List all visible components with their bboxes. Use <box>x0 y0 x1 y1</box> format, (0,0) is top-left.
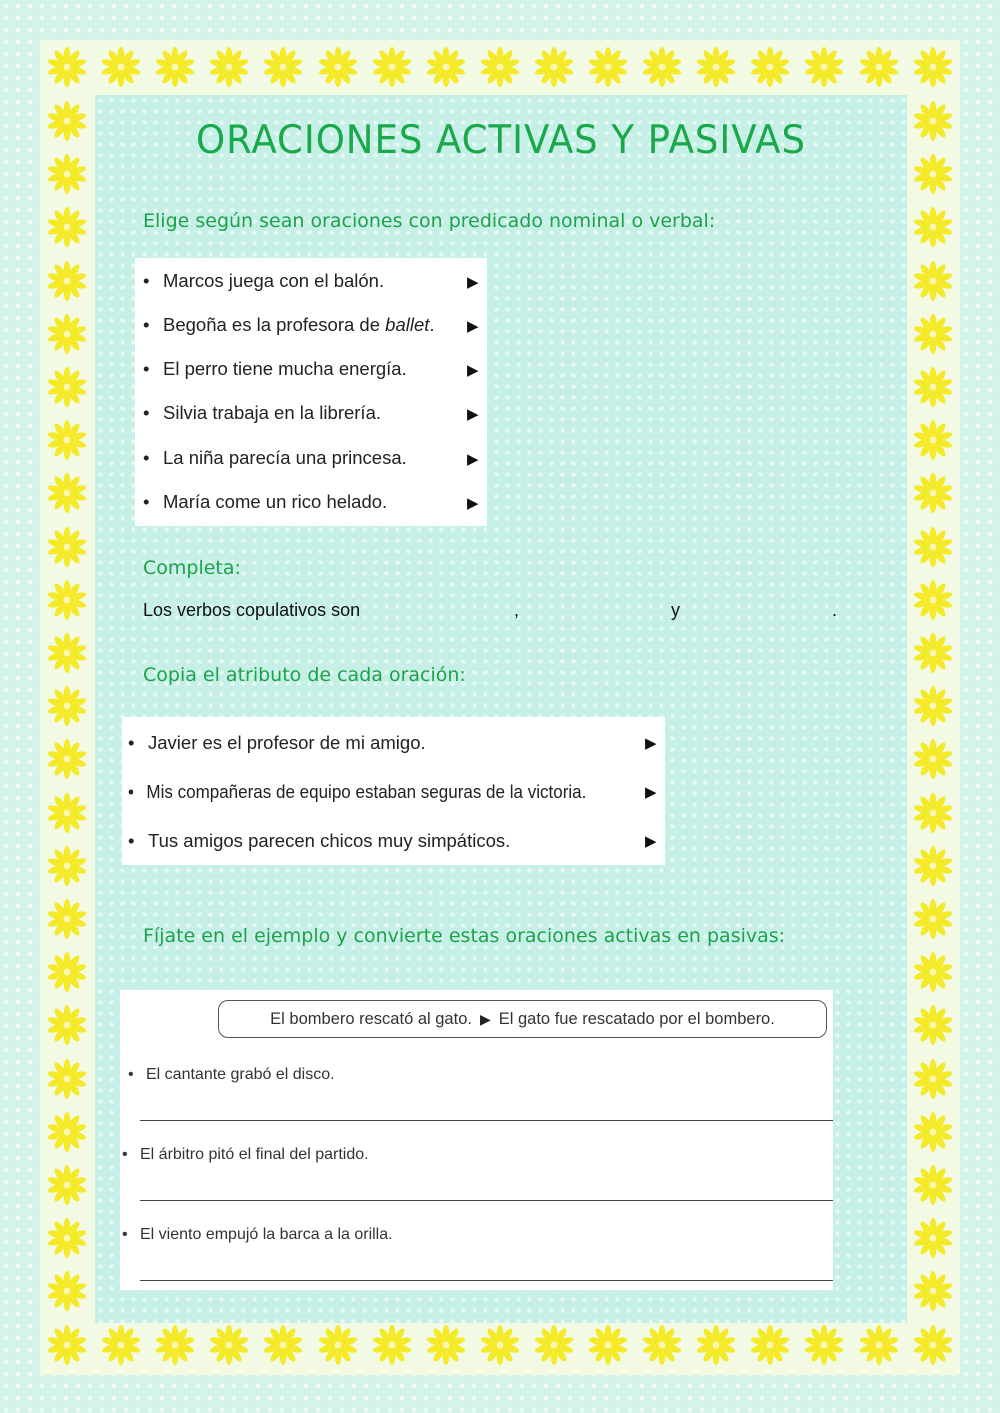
flower-icon <box>45 471 89 515</box>
flower-icon <box>802 45 846 89</box>
flower-icon <box>370 45 414 89</box>
flower-icon <box>911 1269 955 1313</box>
flower-icon <box>911 1323 955 1367</box>
flower-icon <box>857 1323 901 1367</box>
flower-icon <box>207 1323 251 1367</box>
flower-icon <box>99 1323 143 1367</box>
section2-heading: Completa: <box>143 557 241 579</box>
flower-icon <box>532 45 576 89</box>
flower-icon <box>911 418 955 462</box>
section3-heading: Copia el atributo de cada oración: <box>143 664 466 686</box>
flower-icon <box>153 45 197 89</box>
flower-icon <box>911 312 955 356</box>
copulative-sentence: Los verbos copulativos son <box>143 600 361 620</box>
play-arrow-icon[interactable]: ▶ <box>467 274 479 291</box>
flower-icon <box>911 631 955 675</box>
flower-icon <box>45 45 89 89</box>
flower-icon <box>911 844 955 888</box>
blank-input-1[interactable] <box>392 598 502 622</box>
section1-box <box>135 258 487 526</box>
flower-icon <box>911 1163 955 1207</box>
list-item: • Marcos juega con el balón. <box>143 270 385 291</box>
play-arrow-icon[interactable]: ▶ <box>645 833 657 850</box>
flower-icon <box>261 1323 305 1367</box>
flower-icon <box>911 684 955 728</box>
answer-line-3[interactable] <box>140 1280 833 1281</box>
flower-icon <box>45 1269 89 1313</box>
flower-icon <box>911 205 955 249</box>
flower-icon <box>911 1216 955 1260</box>
flower-icon <box>911 471 955 515</box>
play-arrow-icon[interactable]: ▶ <box>467 451 479 468</box>
flower-icon <box>911 578 955 622</box>
flower-icon <box>45 737 89 781</box>
blank-input-3[interactable] <box>690 598 825 622</box>
play-arrow-icon[interactable]: ▶ <box>467 362 479 379</box>
example-box <box>218 1000 827 1038</box>
flower-icon <box>316 45 360 89</box>
answer-line-2[interactable] <box>140 1200 833 1201</box>
flower-icon <box>532 1323 576 1367</box>
period-mark: . <box>832 600 838 620</box>
flower-icon <box>99 45 143 89</box>
flower-icon <box>45 1003 89 1047</box>
flower-icon <box>694 1323 738 1367</box>
play-arrow-icon[interactable]: ▶ <box>645 735 657 752</box>
flower-icon <box>45 844 89 888</box>
play-arrow-icon[interactable]: ▶ <box>645 784 657 801</box>
flower-icon <box>857 45 901 89</box>
flower-icon <box>911 152 955 196</box>
flower-icon <box>316 1323 360 1367</box>
section1-heading: Elige según sean oraciones con predicado nominal o verbal: <box>143 210 716 232</box>
flower-icon <box>586 1323 630 1367</box>
flower-icon <box>911 1003 955 1047</box>
play-arrow-icon[interactable]: ▶ <box>467 318 479 335</box>
flower-icon <box>424 1323 468 1367</box>
and-word: y <box>671 600 680 620</box>
flower-icon <box>45 578 89 622</box>
example-passive: El gato fue rescatado por el bombero. <box>498 1009 775 1028</box>
list-item: • El cantante grabó el disco. <box>128 1066 335 1083</box>
blank-input-2[interactable] <box>530 598 660 622</box>
flower-icon <box>45 684 89 728</box>
flower-icon <box>911 950 955 994</box>
answer-line-1[interactable] <box>140 1120 833 1121</box>
flower-icon <box>748 1323 792 1367</box>
list-item: • Silvia trabaja en la librería. <box>143 402 381 423</box>
flower-icon <box>45 897 89 941</box>
section4-heading: Fíjate en el ejemplo y convierte estas oraciones activas en pasivas: <box>143 925 786 947</box>
flower-icon <box>45 418 89 462</box>
page-title: ORACIONES ACTIVAS Y PASIVAS <box>196 118 806 163</box>
flower-icon <box>640 1323 684 1367</box>
flower-icon <box>45 631 89 675</box>
flower-icon <box>45 99 89 143</box>
play-arrow-icon[interactable]: ▶ <box>467 406 479 423</box>
flower-icon <box>911 365 955 409</box>
list-item: • Begoña es la profesora de ballet. <box>143 314 435 335</box>
flower-icon <box>207 45 251 89</box>
flower-icon <box>45 1057 89 1101</box>
list-item: • Tus amigos parecen chicos muy simpáticos. <box>128 830 511 851</box>
flower-icon <box>45 791 89 835</box>
flower-icon <box>911 737 955 781</box>
flower-icon <box>45 205 89 249</box>
list-item: • María come un rico helado. <box>143 491 388 512</box>
flower-icon <box>45 259 89 303</box>
flower-icon <box>153 1323 197 1367</box>
flower-icon <box>640 45 684 89</box>
list-item: • La niña parecía una princesa. <box>143 447 407 468</box>
flower-icon <box>45 365 89 409</box>
flower-icon <box>370 1323 414 1367</box>
flower-icon <box>478 1323 522 1367</box>
flower-icon <box>911 1057 955 1101</box>
flower-icon <box>911 259 955 303</box>
flower-icon <box>45 525 89 569</box>
flower-icon <box>45 1323 89 1367</box>
flower-icon <box>478 45 522 89</box>
flower-icon <box>424 45 468 89</box>
flower-icon <box>586 45 630 89</box>
flower-icon <box>261 45 305 89</box>
example-active: El bombero rescató al gato. <box>270 1009 472 1028</box>
flower-icon <box>911 525 955 569</box>
flower-icon <box>694 45 738 89</box>
list-item: • Javier es el profesor de mi amigo. <box>128 732 426 753</box>
flower-icon <box>45 152 89 196</box>
list-item: • El viento empujó la barca a la orilla. <box>122 1226 393 1243</box>
flower-icon <box>45 312 89 356</box>
flower-icon <box>45 1216 89 1260</box>
flower-icon <box>911 45 955 89</box>
list-item: • Mis compañeras de equipo estaban seguras de la victoria. <box>128 781 587 802</box>
flower-icon <box>748 45 792 89</box>
flower-icon <box>45 950 89 994</box>
flower-icon <box>45 1110 89 1154</box>
list-item: • El árbitro pitó el final del partido. <box>122 1146 369 1163</box>
comma-separator: , <box>514 600 520 620</box>
play-arrow-icon[interactable]: ▶ <box>467 495 479 512</box>
flower-icon <box>911 1110 955 1154</box>
flower-icon <box>45 1163 89 1207</box>
flower-icon <box>802 1323 846 1367</box>
flower-icon <box>911 897 955 941</box>
flower-icon <box>911 791 955 835</box>
flower-icon <box>911 99 955 143</box>
list-item: • El perro tiene mucha energía. <box>143 358 407 379</box>
play-arrow-icon: ▶ <box>479 1010 491 1027</box>
